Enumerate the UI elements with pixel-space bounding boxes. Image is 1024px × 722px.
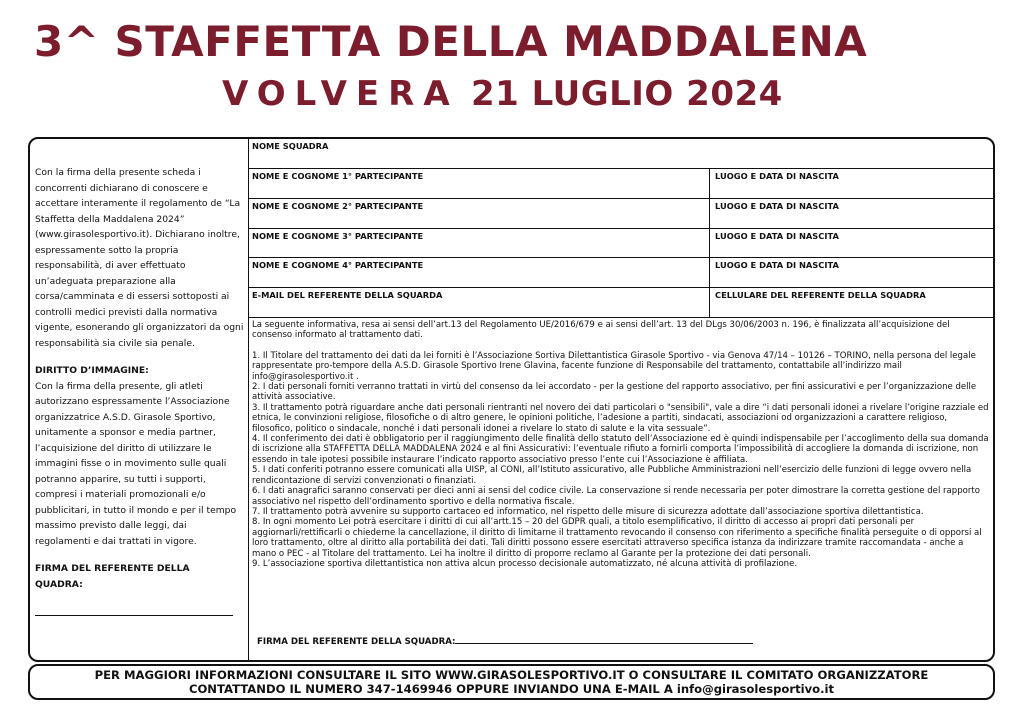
participant-1-row[interactable] xyxy=(249,169,993,199)
divider xyxy=(709,229,710,257)
participant-1-birth-label: LUOGO E DATA DI NASCITA xyxy=(715,171,839,181)
referent-contact-row[interactable] xyxy=(249,288,993,318)
event-date: 21 LUGLIO 2024 xyxy=(470,74,783,114)
privacy-intro: La seguente informativa, resa ai sensi dell’art.13 del Regolamento UE/2016/679 e ai sensi dell’art. 13 del DLgs 30/06/2003 n. 196, è finalizzata all’acquisizione del consenso informato al trattamento dati. xyxy=(252,320,950,341)
participant-4-birth-label: LUOGO E DATA DI NASCITA xyxy=(715,260,839,270)
divider xyxy=(709,258,710,287)
participant-3-label: NOME E COGNOME 3° PARTECIPANTE xyxy=(252,231,424,241)
referent-signature-label: FIRMA DEL REFERENTE DELLA QUADRA: xyxy=(35,563,190,590)
squad-signature-line[interactable] xyxy=(455,635,753,644)
squad-signature xyxy=(257,635,753,647)
team-name-label: NOME SQUADRA xyxy=(252,141,329,151)
participant-2-row[interactable] xyxy=(249,199,993,229)
footer-line-1: PER MAGGIORI INFORMAZIONI CONSULTARE IL SITO WWW.GIRASOLESPORTIVO.IT O CONSULTARE IL COMITATO ORGANIZZATORE xyxy=(94,668,929,682)
participant-3-birth-label: LUOGO E DATA DI NASCITA xyxy=(715,231,839,241)
event-location: VOLVERA xyxy=(222,74,459,114)
referent-phone-label: CELLULARE DEL REFERENTE DELLA SQUADRA xyxy=(715,290,926,300)
event-subtitle xyxy=(222,72,783,116)
signature-line[interactable] xyxy=(35,614,233,616)
form-fields xyxy=(249,139,993,660)
divider xyxy=(709,288,710,317)
divider xyxy=(709,169,710,198)
privacy-item: 5. I dati conferiti potranno essere comunicati alla UISP, al CONI, all’Istituto assicurativo, alle Pubbliche Amministrazioni nell’esercizio delle funzioni di legge ovvero nella rendicontazione di servizi convenzionati o finanziati. xyxy=(252,465,972,486)
participant-4-row[interactable] xyxy=(249,258,993,288)
participant-4-label: NOME E COGNOME 4° PARTECIPANTE xyxy=(252,260,424,270)
privacy-item: 7. Il trattamento potrà avvenire su supporto cartaceo ed informatico, nel rispetto delle misure di sicurezza adottate dall’associazione sportiva dilettantistica. xyxy=(252,506,924,517)
privacy-item: 8. In ogni momento Lei potrà esercitare i diritti di cui all’artt.15 – 20 del GDPR quali, a titolo esemplificativo, il diritto di accesso ai propri dati personali per aggiornarli/rettificarli o chiederne la cancellazione, il diritto di limitarne il trattamento revocando il consenso con riferimento a specifiche finalità perseguite o di opporsi al loro trattamento, oltre al diritto alla portabilità dei dati. Tali diritti possono essere esercitati attraverso specifica istanza da indirizzare tramite raccomandata - anche a mano o PEC - al Titolare del trattamento. Lei ha inoltre il diritto di proporre reclamo al Garante per la protezione dei dati personali. xyxy=(252,517,982,559)
squad-signature-label: FIRMA DEL REFERENTE DELLA SQUADRA: xyxy=(257,637,456,647)
privacy-item: 6. I dati anagrafici saranno conservati per dieci anni ai sensi del codice civile. La conservazione si rende necessaria per poter dimostrare la corretta gestione del rapporto associativo nel rispetto dell’ordinamento sportivo e della normativa fiscale. xyxy=(252,486,980,507)
referent-email-label: E-MAIL DEL REFERENTE DELLA SQUARDA xyxy=(252,290,443,300)
declaration-text: Con la firma della presente scheda i concorrenti dichiarano di conoscere e accettare interamente il regolamento de “La Staffetta della Maddalena 2024” (www.girasolesportivo.it). Dichiarano inoltre, espressamente sotto la propria responsabilità, di aver effettuato un’adeguata preparazione alla corsa/camminata e di essersi sottoposti ai controlli medici previsti dalla normativa vigente, esonerando gli organizzatori da ogni responsabilità sia civile sia penale. xyxy=(35,167,244,349)
footer-line-2: CONTATTANDO IL NUMERO 347-1469946 OPPURE INVIANDO UNA E-MAIL A info@girasolesportivo.it xyxy=(188,682,835,696)
privacy-item: 4. Il conferimento dei dati è obbligatorio per il raggiungimento delle finalità dello statuto dell’Associazione ed è quindi indispensabile per l’accoglimento della sua domanda di iscrizione alla STAFFETTA DELLA MADDALENA 2024 e al fini Assicurativi: l’eventuale rifiuto a fornirli comporta l’impossibilità di accogliere la domanda di iscrizione, non essendo in tale ipotesi possibile instaurare l’indicato rapporto associativo presso l’ente cui l’Associazione è affiliata. xyxy=(252,434,989,465)
privacy-item: 9. L’associazione sportiva dilettantistica non attiva alcun processo decisionale automatizzato, né alcuna attività di profilazione. xyxy=(252,558,798,569)
participant-1-label: NOME E COGNOME 1° PARTECIPANTE xyxy=(252,171,424,181)
declaration-column xyxy=(30,139,249,660)
privacy-item: 3. Il trattamento potrà riguardare anche dati personali rientranti nel novero dei dati particolari o "sensibili", vale a dire “i dati personali idonei a rivelare l’origine razziale ed etnica, le convinzioni religiose, filosofiche o di altro genere, le opinioni politiche, l’adesione a partiti, sindacati, associazioni od organizzazioni a carattere religioso, filosofico, politico o sindacale, nonché i dati personali idonei a rivelare lo stato di salute e la vita sessuale”. xyxy=(252,402,989,434)
participant-2-birth-label: LUOGO E DATA DI NASCITA xyxy=(715,201,839,211)
privacy-notice xyxy=(252,320,989,569)
team-name-field[interactable] xyxy=(249,139,993,169)
registration-form xyxy=(28,137,995,662)
info-footer xyxy=(28,664,995,700)
privacy-item: 1. Il Titolare del trattamento dei dati da lei forniti è l’Associazione Sortiva Dilettantistica Girasole Sportivo - via Genova 47/14 – 10126 – TORINO, nella persona del legale rappresentate pro-tempore della A.S.D. Girasole Sportivo Irene Glavina, facente funzione di Responsabile del trattamento, contattabile all’indirizzo mail info@girasolesportivo.it . xyxy=(252,350,976,382)
page-title: 3^ STAFFETTA DELLA MADDALENA xyxy=(34,17,868,66)
image-rights-text: Con la firma della presente, gli atleti autorizzano espressamente l’Associazione organizzatrice A.S.D. Girasole Sportivo, unitamente a sponsor e media partner, l’acquisizione del diritto di utilizzare le immagini fisse o in movimento sulle quali potranno apparire, su tutti i supporti, compresi i materiali promozionali e/o pubblicitari, in tutto il mondo e per il tempo massimo previsto dalle leggi, dai regolamenti e dai trattati in vigore. xyxy=(35,380,237,547)
divider xyxy=(709,199,710,228)
image-rights-heading: DIRITTO D’IMMAGINE: xyxy=(35,365,149,376)
privacy-item: 2. I dati personali forniti verranno trattati in virtù del consenso da lei accordato - per la gestione del rapporto associativo, per fini assicurativi e per l’organizzazione delle attività associative. xyxy=(252,382,977,403)
participant-3-row[interactable] xyxy=(249,229,993,258)
participant-2-label: NOME E COGNOME 2° PARTECIPANTE xyxy=(252,201,424,211)
